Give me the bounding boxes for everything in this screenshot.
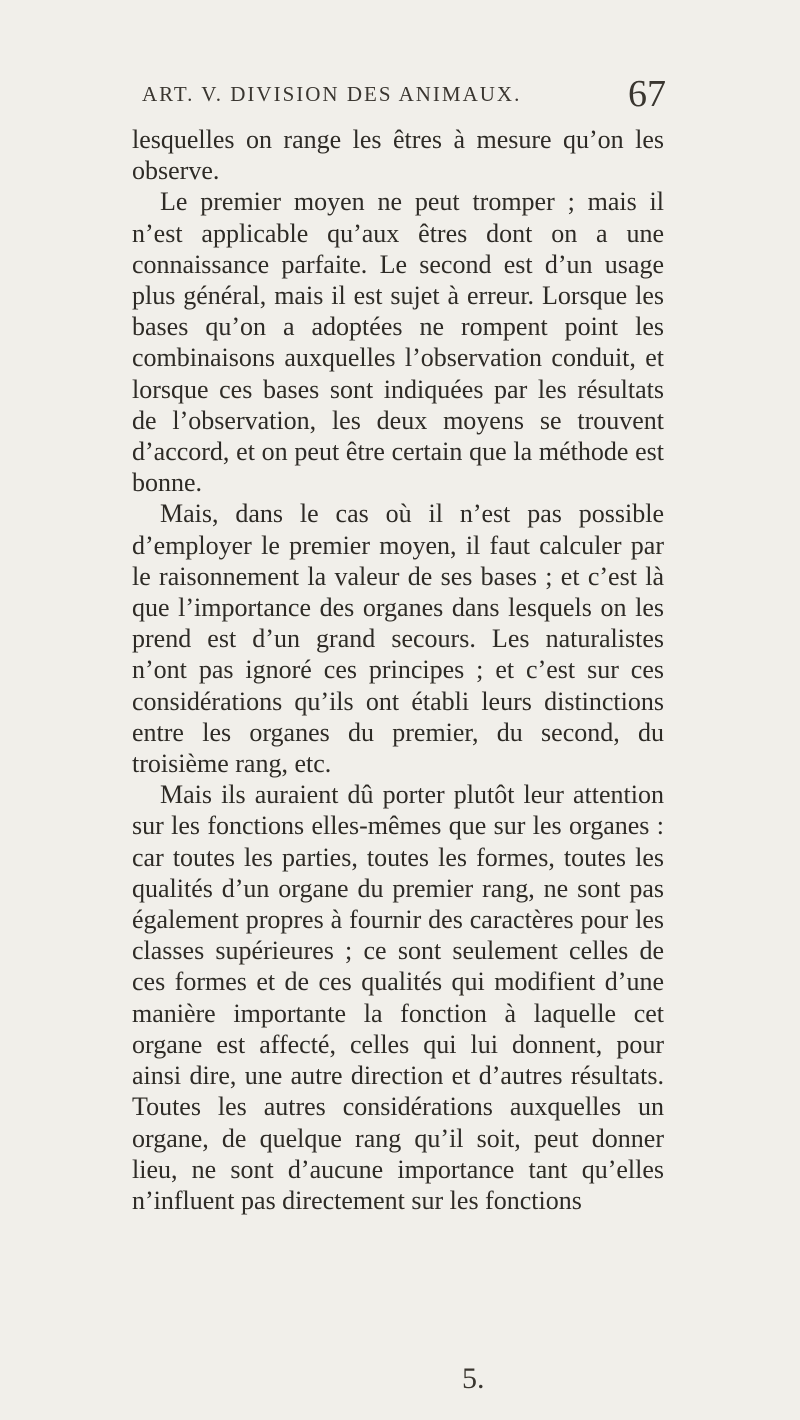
signature-mark: 5. (462, 1362, 485, 1395)
paragraph: Mais, dans le cas où il n’est pas possible d’employer le premier moyen, il faut calculer par le raisonnement la valeur de ses bases ; et c’est là que l’importance des organes dans lesquels on les prend est d’un grand secours. Les naturalistes n’ont pas ignoré ces principes ; et c’est sur ces considérations qu’ils ont établi leurs distinctions entre les organes du premier, du second, du troisième rang, etc. (132, 499, 664, 779)
body-text (132, 124, 664, 1216)
paragraph: Le premier moyen ne peut tromper ; mais il n’est applicable qu’aux êtres dont on a une connaissance parfaite. Le second est d’un usage plus général, mais il est sujet à erreur. Lorsque les bases qu’on a adoptées ne rompent point les combinaisons auxquelles l’observation conduit, et lorsque ces bases sont indiquées par les résultats de l’observation, les deux moyens se trouvent d’accord, et on peut être certain que la méthode est bonne. (132, 187, 664, 498)
paragraph-continuation: lesquelles on range les êtres à mesure qu’on les observe. (132, 125, 664, 186)
running-head (142, 73, 666, 118)
running-head-title: ART. V. DIVISION DES ANIMAUX. (142, 82, 522, 106)
paragraph: Mais ils auraient dû porter plutôt leur attention sur les fonctions elles-mêmes que sur les organes : car toutes les parties, toutes les formes, toutes les qualités d’un organe du premier rang, ne sont pas également propres à fournir des caractères pour les classes supérieures ; ce sont seulement celles de ces formes et de ces qualités qui modifient d’une manière importante la fonction à laquelle cet organe est affecté, celles qui lui donnent, pour ainsi dire, une autre direction et d’autres résultats. Toutes les autres considérations auxquelles un organe, de quelque rang qu’il soit, peut donner lieu, ne sont d’aucune importance tant qu’elles n’influent pas directement sur les fonctions (132, 780, 664, 1215)
page-number: 67 (628, 73, 666, 115)
